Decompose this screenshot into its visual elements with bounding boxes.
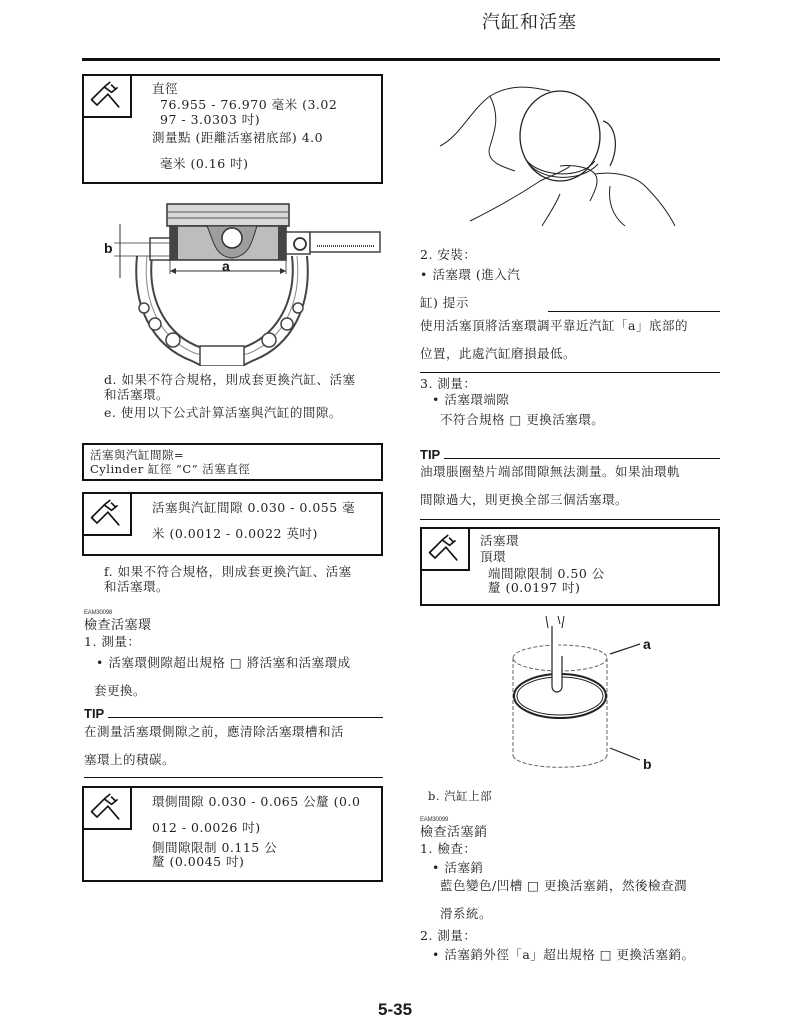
spec-end-gap-limit-line1: 端間隙限制 0.50 公 [488,566,605,581]
header-divider [82,58,720,61]
figure-label-a: a [222,258,230,274]
measure-bullet-cont: 不符合規格 □ 更換活塞環。 [440,412,605,427]
section-code: EAM30098 [84,610,113,616]
figure3-label-b: b [643,756,652,772]
tip-line1: 在測量活塞環側隙之前，應清除活塞環槽和活 [84,724,345,739]
pin-step1: 1. 檢查： [420,841,477,856]
tip-rule-bottom [84,777,383,778]
spec-label-diameter: 直徑 [152,81,179,96]
tip-rule-top [108,717,383,718]
figure-piston-micrometer [92,196,382,366]
formula-line1: 活塞與汽缸間隙= [90,448,185,462]
spec-end-gap-label: 活塞環 [480,533,520,548]
spec-value-diameter: 76.955 - 76.970 毫米 (3.02 [160,97,338,112]
measure-bullet: • 活塞環端隙 [432,392,510,407]
step-e: e. 使用以下公式計算活塞與汽缸的間隙。 [104,405,342,420]
caliper-icon [82,74,132,118]
step-d-line1: d. 如果不符合規格，則成套更換汽缸、活塞 [104,372,356,387]
spec-value-measure-point: 毫米 (0.16 吋) [160,156,249,171]
section-code-pin: EAM30099 [420,817,449,823]
spec-clearance-line1: 活塞與汽缸間隙 0.030 - 0.055 毫 [152,500,356,515]
spec-value-diameter-cont: 97 - 3.0303 吋) [160,112,261,127]
spec-box-piston-diameter [82,74,383,184]
rings-step1: 1. 測量： [84,634,141,649]
pin-bullet1-detail: 藍色變色/凹槽 □ 更換活塞銷，然後檢查潤 [440,878,687,893]
spec-box-ring-end-gap [420,527,720,606]
step-f-line1: f. 如果不符合規格，則成套更換汽缸、活塞 [104,564,352,579]
rings-bullet1: • 活塞環側隙超出規格 □ 將活塞和活塞環成 [96,655,351,670]
page-title: 汽缸和活塞 [482,12,577,33]
note-rule-bottom [420,372,720,373]
figure-ring-in-cylinder [500,616,670,776]
formula-box [82,443,383,481]
spec-side-clearance-line1: 環側間隙 0.030 - 0.065 公釐 (0.0 [152,794,361,809]
spec-end-gap-ring: 頂環 [480,549,507,564]
pin-bullet1-cont: 滑系統。 [440,906,493,921]
install-note-line2: 位置，此處汽缸磨損最低。 [420,346,577,361]
spec-side-clearance-line2: 012 - 0.0026 吋) [152,820,261,835]
step3-measure: 3. 測量： [420,376,477,391]
spec-clearance-line2: 米 (0.0012 - 0.0022 英吋) [152,526,318,541]
spec-side-limit-line2: 釐 (0.0045 吋) [152,854,245,869]
note-rule-top [548,311,720,312]
step-d-line2: 和活塞環。 [104,387,170,402]
pin-bullet2: • 活塞銷外徑「a」超出規格 □ 更換活塞銷。 [432,947,695,962]
spec-box-piston-clearance [82,492,383,556]
rings-bullet1-cont: 套更換。 [94,683,147,698]
tip-label: TIP [84,706,105,721]
spec-side-limit-line1: 側間隙限制 0.115 公 [152,840,278,855]
section-title-piston-rings: 檢查活塞環 [84,618,152,633]
caliper-icon [82,786,132,830]
install-note-line1: 使用活塞頂將活塞環調平靠近汽缸「a」底部的 [420,318,688,333]
spec-end-gap-limit-line2: 釐 (0.0197 吋) [488,580,581,595]
spec-box-ring-side-clearance [82,786,383,882]
spec-label-measure-point: 測量點 (距離活塞裙底部) 4.0 [152,130,324,145]
tip-right-line2: 間隙過大，則更換全部三個活塞環。 [420,492,629,507]
figure3-caption-b: b. 汽缸上部 [428,789,493,803]
tip-label-right: TIP [420,447,441,462]
install-bullet-cont: 缸) 提示 [420,295,469,310]
caliper-icon [82,492,132,536]
tip-right-line1: 油環脹圈墊片端部間隙無法測量。如果油環軌 [420,464,681,479]
tip-right-rule-top [444,458,720,459]
tip-line2: 塞環上的積碳。 [84,752,176,767]
step2-install: 2. 安裝： [420,247,477,262]
figure3-label-a: a [643,636,651,652]
step-f-line2: 和活塞環。 [104,579,170,594]
section-title-piston-pin: 檢查活塞銷 [420,825,488,840]
install-bullet: • 活塞環 (進入汽 [420,267,521,282]
pin-step2: 2. 測量： [420,928,477,943]
figure-piston-ring-install [430,76,700,236]
formula-line2: Cylinder 缸徑 “C” 活塞直徑 [90,462,251,476]
pin-bullet1: • 活塞銷 [432,860,484,875]
figure-label-b: b [104,240,113,256]
caliper-icon [420,527,470,571]
tip-right-rule-bottom [420,519,720,520]
page-number: 5-35 [378,1000,413,1019]
